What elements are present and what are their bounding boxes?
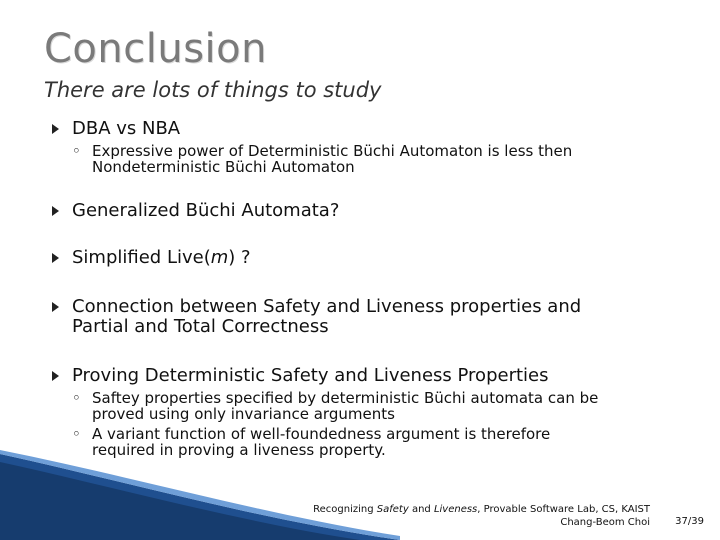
slide-title: Conclusion	[44, 26, 267, 72]
sub-bullet-text: Saftey properties specified by deterministic Büchi automata can be	[92, 389, 599, 407]
sub-bullet-text: Expressive power of Deterministic Büchi Automaton is less then	[92, 142, 573, 160]
sub-bullet-text: proved using only invariance arguments	[92, 405, 395, 423]
triangle-bullet-icon	[52, 206, 59, 216]
sub-bullet-text: A variant function of well-foundedness argument is therefore	[92, 425, 551, 443]
footer-text: and	[408, 504, 434, 515]
bullet-text-line2: Partial and Total Correctness	[72, 316, 329, 337]
bullet-text: Generalized Büchi Automata?	[72, 200, 340, 221]
circle-bullet-icon: ◦	[72, 142, 81, 160]
page-number: 37/39	[675, 516, 704, 527]
slide-footer	[313, 503, 650, 529]
sub-bullet-text: required in proving a liveness property.	[92, 441, 386, 459]
triangle-bullet-icon	[52, 302, 59, 312]
sub-bullet	[72, 143, 572, 175]
bullet-text: Connection between Safety and Liveness properties and	[72, 296, 582, 317]
footer-text: , Provable Software Lab, CS, KAIST	[477, 504, 650, 515]
slide-subtitle: There are lots of things to study	[44, 78, 382, 102]
bullet-text-part: Simplified Live(	[72, 247, 211, 268]
footer-text-italic: Safety	[376, 504, 409, 515]
footer-line1	[313, 503, 650, 516]
bullet-text-part: ) ?	[228, 247, 251, 268]
footer-text-italic: Liveness	[433, 504, 478, 515]
footer-author: Chang-Beom Choi	[560, 517, 650, 528]
footer-text: Recognizing	[313, 504, 377, 515]
bullet-text: DBA vs NBA	[72, 118, 181, 139]
triangle-bullet-icon	[52, 124, 59, 134]
triangle-bullet-icon	[52, 371, 59, 381]
bullet-text	[72, 248, 251, 268]
sub-bullet	[72, 390, 598, 458]
bullet-text-italic: m	[210, 247, 229, 268]
circle-bullet-icon: ◦	[72, 425, 81, 443]
bullet-text: Proving Deterministic Safety and Liveness Properties	[72, 365, 549, 386]
triangle-bullet-icon	[52, 253, 59, 263]
sub-bullet-text: Nondeterministic Büchi Automaton	[92, 158, 355, 176]
circle-bullet-icon: ◦	[72, 389, 81, 407]
